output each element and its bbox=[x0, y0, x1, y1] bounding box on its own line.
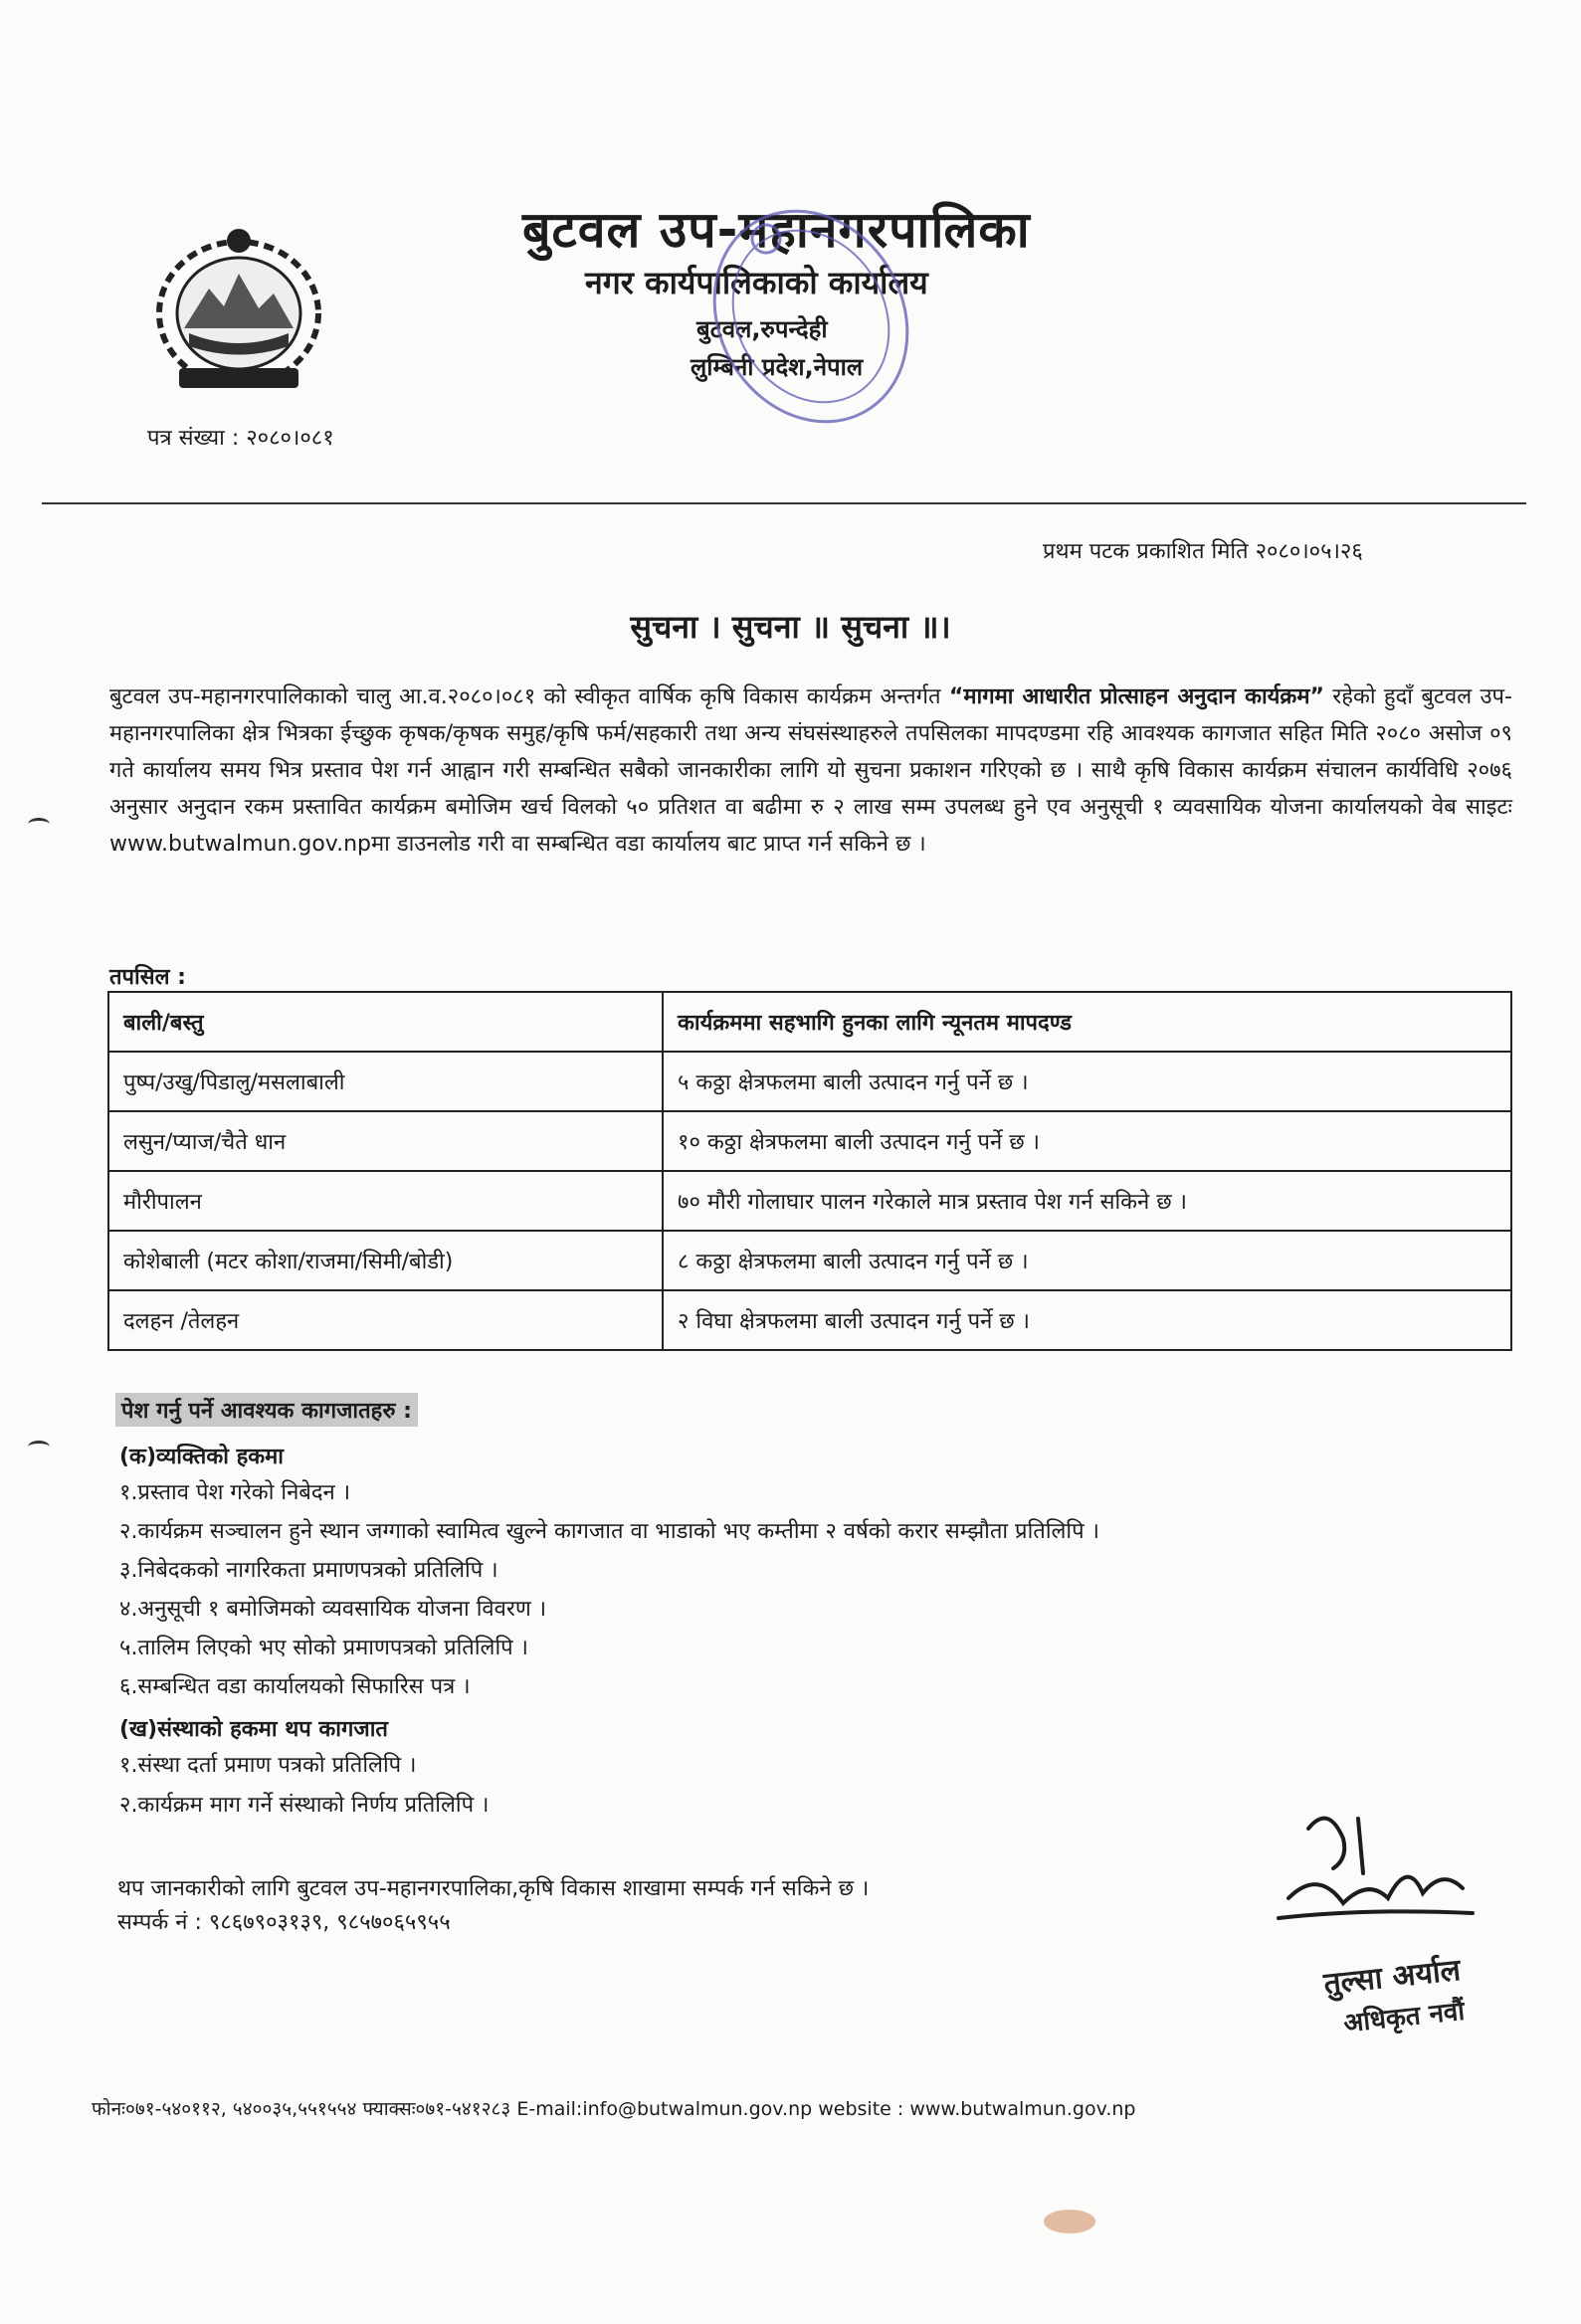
office-name: बुटवल उप-महानगरपालिका bbox=[522, 201, 1031, 259]
publication-date: प्रथम पटक प्रकाशित मिति २०८०।०५।२६ bbox=[1043, 539, 1363, 564]
institution-section-heading: (ख)संस्थाको हकमा थप कागजात bbox=[119, 1717, 388, 1742]
body-part2: रहेको हुदाँ बुटवल उप-महानगरपालिका क्षेत्र भित्रका ईच्छुक कृषक/कृषक समुह/कृषि फर्म/सहकारी तथा अन्य संघसंस्थाहरुले तपसिलका मापदण्डमा रहि आवश्यक कागजात सहित मिति २०८० असोज ०९ गते कार्यालय समय भित्र प्रस्ताव पेश गर्न आह्वान गरी सम्बन्धित सबैको जानकारीका लागि यो सुचना प्रकाशन गरिएको छ । साथै कृषि विकास कार्यक्रम संचालन कार्यविधि २०७६ अनुसार अनुदान रकम प्रस्तावित कार्यक्रम बमोजिम खर्च विलको ५० प्रतिशत वा बढीमा रु २ लाख सम्म उपलब्ध हुने एव अनुसूची १ व्यवसायिक योजना कार्यालयको वेब साइटः www.butwalmun.gov.npमा डाउनलोड गरी वा सम्बन्धित वडा कार्यालय बाट प्राप्त गर्न सकिने छ । bbox=[109, 684, 1512, 857]
office-stamp bbox=[696, 167, 925, 446]
list-item: ३.निबेदकको नागरिकता प्रमाणपत्रको प्रतिलिपि । bbox=[119, 1558, 498, 1583]
table-row bbox=[108, 1171, 1511, 1231]
crop-cell: दलहन /तेलहन bbox=[108, 1290, 663, 1350]
notice-title: सुचना । सुचना ॥ सुचना ॥। bbox=[630, 608, 951, 646]
table-row bbox=[108, 1231, 1511, 1290]
office-address-line1: बुटवल,रुपन्देही bbox=[696, 315, 828, 343]
list-item: १.प्रस्ताव पेश गरेको निबेदन । bbox=[119, 1480, 351, 1505]
table-row bbox=[108, 1052, 1511, 1111]
scan-speck bbox=[1040, 2204, 1099, 2239]
criteria-cell: ८ कठ्ठा क्षेत्रफलमा बाली उत्पादन गर्नु पर्ने छ । bbox=[663, 1231, 1511, 1290]
punch-hole-mark bbox=[28, 1441, 50, 1453]
list-item: ५.तालिम लिएको भए सोको प्रमाणपत्रको प्रतिलिपि । bbox=[119, 1636, 528, 1660]
list-item: ६.सम्बन्धित वडा कार्यालयको सिफारिस पत्र । bbox=[119, 1674, 471, 1699]
list-item: २.कार्यक्रम माग गर्ने संस्थाको निर्णय प्रतिलिपि । bbox=[119, 1793, 490, 1818]
header-divider bbox=[42, 502, 1526, 504]
crop-cell: लसुन/प्याज/चैते धान bbox=[108, 1111, 663, 1171]
table-row bbox=[108, 1111, 1511, 1171]
crop-cell: पुष्प/उखु/पिडालु/मसलाबाली bbox=[108, 1052, 663, 1111]
signer-name: तुल्सा अर्याल bbox=[1321, 1952, 1463, 2003]
notice-body bbox=[109, 678, 1512, 863]
crop-cell: मौरीपालन bbox=[108, 1171, 663, 1231]
criteria-table bbox=[107, 991, 1512, 1351]
table-row bbox=[108, 1290, 1511, 1350]
criteria-cell: ७० मौरी गोलाघार पालन गरेकाले मात्र प्रस्ताव पेश गर्न सकिने छ । bbox=[663, 1171, 1511, 1231]
office-address-line2: लुम्बिनी प्रदेश,नेपाल bbox=[691, 353, 864, 381]
footer-contact: फोनः०७१-५४०११२, ५४००३५,५५१५५४ फ्याक्सः०७१-५४१२८३ E-mail:info@butwalmun.gov.np website : www.butwalmun.gov.np bbox=[92, 2098, 1136, 2120]
list-item: ४.अनुसूची १ बमोजिमको व्यवसायिक योजना विवरण । bbox=[119, 1597, 547, 1622]
criteria-cell: ५ कठ्ठा क्षेत्रफलमा बाली उत्पादन गर्नु पर्ने छ । bbox=[663, 1052, 1511, 1111]
criteria-cell: २ विघा क्षेत्रफलमा बाली उत्पादन गर्नु पर्ने छ । bbox=[663, 1290, 1511, 1350]
criteria-cell: १० कठ्ठा क्षेत्रफलमा बाली उत्पादन गर्नु पर्ने छ । bbox=[663, 1111, 1511, 1171]
office-subtitle: नगर कार्यपालिकाको कार्यालय bbox=[585, 264, 928, 301]
table-header-crop: बाली/बस्तु bbox=[108, 992, 663, 1052]
list-item: २.कार्यक्रम सञ्चालन हुने स्थान जग्गाको स्वामित्व खुल्ने कागजात वा भाडाको भए कम्तीमा २ वर्षको करार सम्झौता प्रतिलिपि । bbox=[119, 1519, 1099, 1544]
table-header-criteria: कार्यक्रममा सहभागि हुनका लागि न्यूनतम मापदण्ड bbox=[663, 992, 1511, 1052]
signer-title: अधिकृत नवौं bbox=[1341, 1996, 1467, 2039]
schedule-label: तपसिल : bbox=[109, 965, 186, 990]
crop-cell: कोशेबाली (मटर कोशा/राजमा/सिमी/बोडी) bbox=[108, 1231, 663, 1290]
individual-section-heading: (क)व्यक्तिको हकमा bbox=[119, 1445, 285, 1469]
body-part1: बुटवल उप-महानगरपालिकाको चालु आ.व.२०८०।०८१ को स्वीकृत वार्षिक कृषि विकास कार्यक्रम अन्तर्गत bbox=[109, 684, 949, 709]
contact-info: थप जानकारीको लागि बुटवल उप-महानगरपालिका,कृषि विकास शाखामा सम्पर्क गर्न सकिने छ । bbox=[117, 1876, 870, 1901]
reference-number: पत्र संख्या : २०८०।०८१ bbox=[147, 426, 334, 451]
punch-hole-mark bbox=[28, 818, 50, 831]
table-header-row bbox=[108, 992, 1511, 1052]
list-item: १.संस्था दर्ता प्रमाण पत्रको प्रतिलिपि । bbox=[119, 1753, 417, 1778]
required-documents-heading: पेश गर्नु पर्ने आवश्यक कागजातहरु : bbox=[115, 1393, 418, 1427]
contact-numbers: सम्पर्क नं : ९८६७९०३१३९, ९८५७०६५९५५ bbox=[117, 1910, 451, 1935]
nepal-emblem-logo bbox=[139, 219, 338, 398]
program-name: “मागमा आधारीत प्रोत्साहन अनुदान कार्यक्रम” bbox=[948, 684, 1324, 709]
